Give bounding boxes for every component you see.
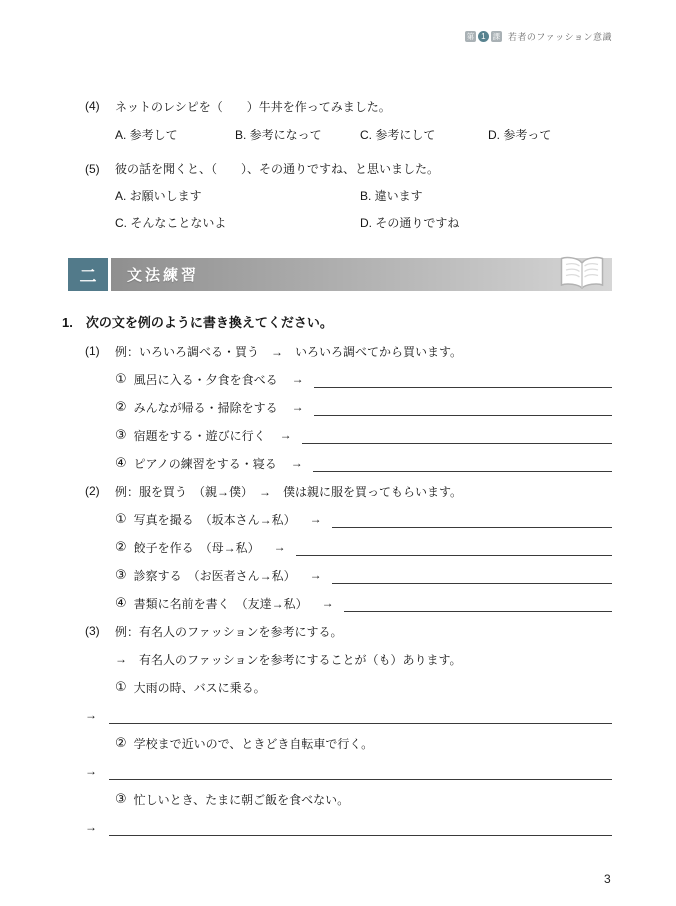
exercise-1-item-1: [85, 365, 612, 393]
exercise-3-answer-3: [85, 813, 612, 841]
item-number: ①: [115, 511, 127, 526]
example-sentence: 例：いろいろ調べる・買う → いろいろ調べてから買います。: [115, 344, 463, 359]
exercise-number: (3): [85, 624, 100, 638]
item-text: 宿題をする・遊びに行く: [133, 428, 266, 443]
answer-blank-line: [332, 511, 612, 528]
item-text: みんなが帰る・掃除をする: [133, 400, 278, 415]
option-a: A. お願いします: [115, 189, 202, 203]
exercise-1-item-2: [85, 393, 612, 421]
page-number: 3: [604, 872, 611, 886]
item-number: ②: [115, 539, 127, 554]
arrow-icon: →: [85, 820, 97, 834]
exercise-3-example-answer: [85, 645, 612, 673]
answer-blank-line: [314, 399, 612, 416]
choice-question-5: [85, 155, 612, 236]
example-sentence: 例：有名人のファッションを参考にする。: [115, 624, 343, 639]
option-c: C. 参考にして: [360, 127, 436, 142]
exercise-2-item-2: [85, 533, 612, 561]
question-4-stem: [85, 92, 612, 120]
exercise-number: (1): [85, 344, 100, 358]
question-4-options: [85, 120, 612, 148]
item-text: 写真を撮る （坂本さん→私）: [133, 512, 296, 527]
item-number: ③: [115, 791, 127, 806]
exercise-2-item-3: [85, 561, 612, 589]
item-text: 風呂に入る・夕食を食べる: [133, 372, 278, 387]
answer-blank-line: [296, 539, 612, 556]
arrow-icon: →: [291, 372, 304, 386]
item-number: ③: [115, 427, 127, 442]
item-text: ピアノの練習をする・寝る: [133, 456, 277, 471]
answer-blank-line: [109, 819, 612, 836]
item-number: ②: [115, 399, 127, 414]
question-number: (5): [85, 161, 100, 176]
item-number: ④: [115, 595, 127, 610]
answer-blank-line: [344, 595, 612, 612]
item-text: 餃子を作る （母→私）: [133, 540, 260, 555]
item-text: 大雨の時、バスに乗る。: [133, 680, 266, 695]
question-text: ネットのレシピを（ ）牛丼を作ってみました。: [115, 99, 391, 114]
open-book-icon: [558, 254, 606, 294]
arrow-icon: →: [321, 596, 334, 610]
answer-blank-line: [109, 707, 612, 724]
grammar-exercise-2: [85, 477, 612, 617]
choice-question-4: [85, 92, 612, 148]
answer-blank-line: [332, 567, 612, 584]
option-a: A. 参考して: [115, 127, 178, 142]
answer-blank-line: [302, 427, 612, 444]
option-d: D. 参考って: [488, 127, 552, 142]
arrow-icon: →: [279, 428, 292, 442]
item-number: ①: [115, 679, 127, 694]
item-number: ②: [115, 735, 127, 750]
section-header-bar: [68, 258, 612, 291]
answer-blank-line: [109, 763, 612, 780]
question-number: (4): [85, 99, 100, 113]
grammar-exercise-3: [85, 617, 612, 841]
exercise-3-item-3: [85, 785, 612, 813]
exercise-2-item-1: [85, 505, 612, 533]
item-text: 診察する （お医者さん→私）: [133, 568, 296, 583]
arrow-icon: →: [291, 400, 304, 414]
exercise-2-example: [85, 477, 612, 505]
arrow-icon: →: [115, 652, 127, 666]
item-text: 忙しいとき、たまに朝ご飯を食べない。: [133, 792, 350, 807]
question-5-options-row-2: [85, 209, 612, 236]
question-5-options-row-1: [85, 182, 612, 209]
arrow-icon: →: [290, 456, 303, 470]
lesson-title: 若者のファッション意識: [507, 32, 612, 42]
section-number-box: [68, 258, 108, 291]
exercise-number: (2): [85, 484, 100, 498]
exercise-instruction: 1. 次の文を例のように書き換えてください。: [62, 315, 333, 330]
example-sentence: 例：服を買う （親→僕） → 僕は親に服を買ってもらいます。: [115, 484, 463, 499]
example-answer-text: 有名人のファッションを参考にすることが（も）あります。: [139, 652, 462, 667]
exercise-2-item-4: [85, 589, 612, 617]
option-d: D. その通りですね: [360, 216, 460, 230]
item-number: ①: [115, 371, 127, 386]
item-text: 書類に名前を書く （友達→私）: [133, 596, 308, 611]
answer-blank-line: [314, 371, 612, 388]
arrow-icon: →: [85, 708, 97, 722]
question-text: 彼の話を聞くと、（ ）、その通りですね、と思いました。: [115, 162, 440, 176]
exercise-3-item-2: [85, 729, 612, 757]
item-text: 学校まで近いので、ときどき自転車で行く。: [133, 736, 374, 751]
arrow-icon: →: [273, 540, 286, 554]
arrow-icon: →: [309, 512, 322, 526]
item-number: ④: [115, 455, 127, 470]
section-title-bar: [111, 258, 612, 291]
option-c: C. そんなことないよ: [115, 216, 227, 230]
exercise-1-example: [85, 337, 612, 365]
exercise-1-item-4: [85, 449, 612, 477]
lesson-badge-dai: 第: [466, 31, 475, 41]
answer-blank-line: [313, 455, 612, 472]
exercise-3-answer-1: [85, 701, 612, 729]
section-number: 二: [79, 267, 97, 286]
exercise-3-answer-2: [85, 757, 612, 785]
option-b: B. 違います: [360, 189, 423, 203]
exercise-3-item-1: [85, 673, 612, 701]
section-title: 文法練習: [127, 267, 200, 284]
exercise-1-item-3: [85, 421, 612, 449]
grammar-exercise-1: [85, 337, 612, 477]
lesson-number-badge: 1: [478, 31, 489, 42]
question-5-stem: [85, 155, 612, 182]
arrow-icon: →: [85, 764, 97, 778]
arrow-icon: →: [309, 568, 322, 582]
page-header: [465, 30, 612, 43]
exercise-3-example: [85, 617, 612, 645]
option-b: B. 参考になって: [235, 127, 322, 142]
item-number: ③: [115, 567, 127, 582]
lesson-badge-ka: 課: [492, 31, 501, 41]
